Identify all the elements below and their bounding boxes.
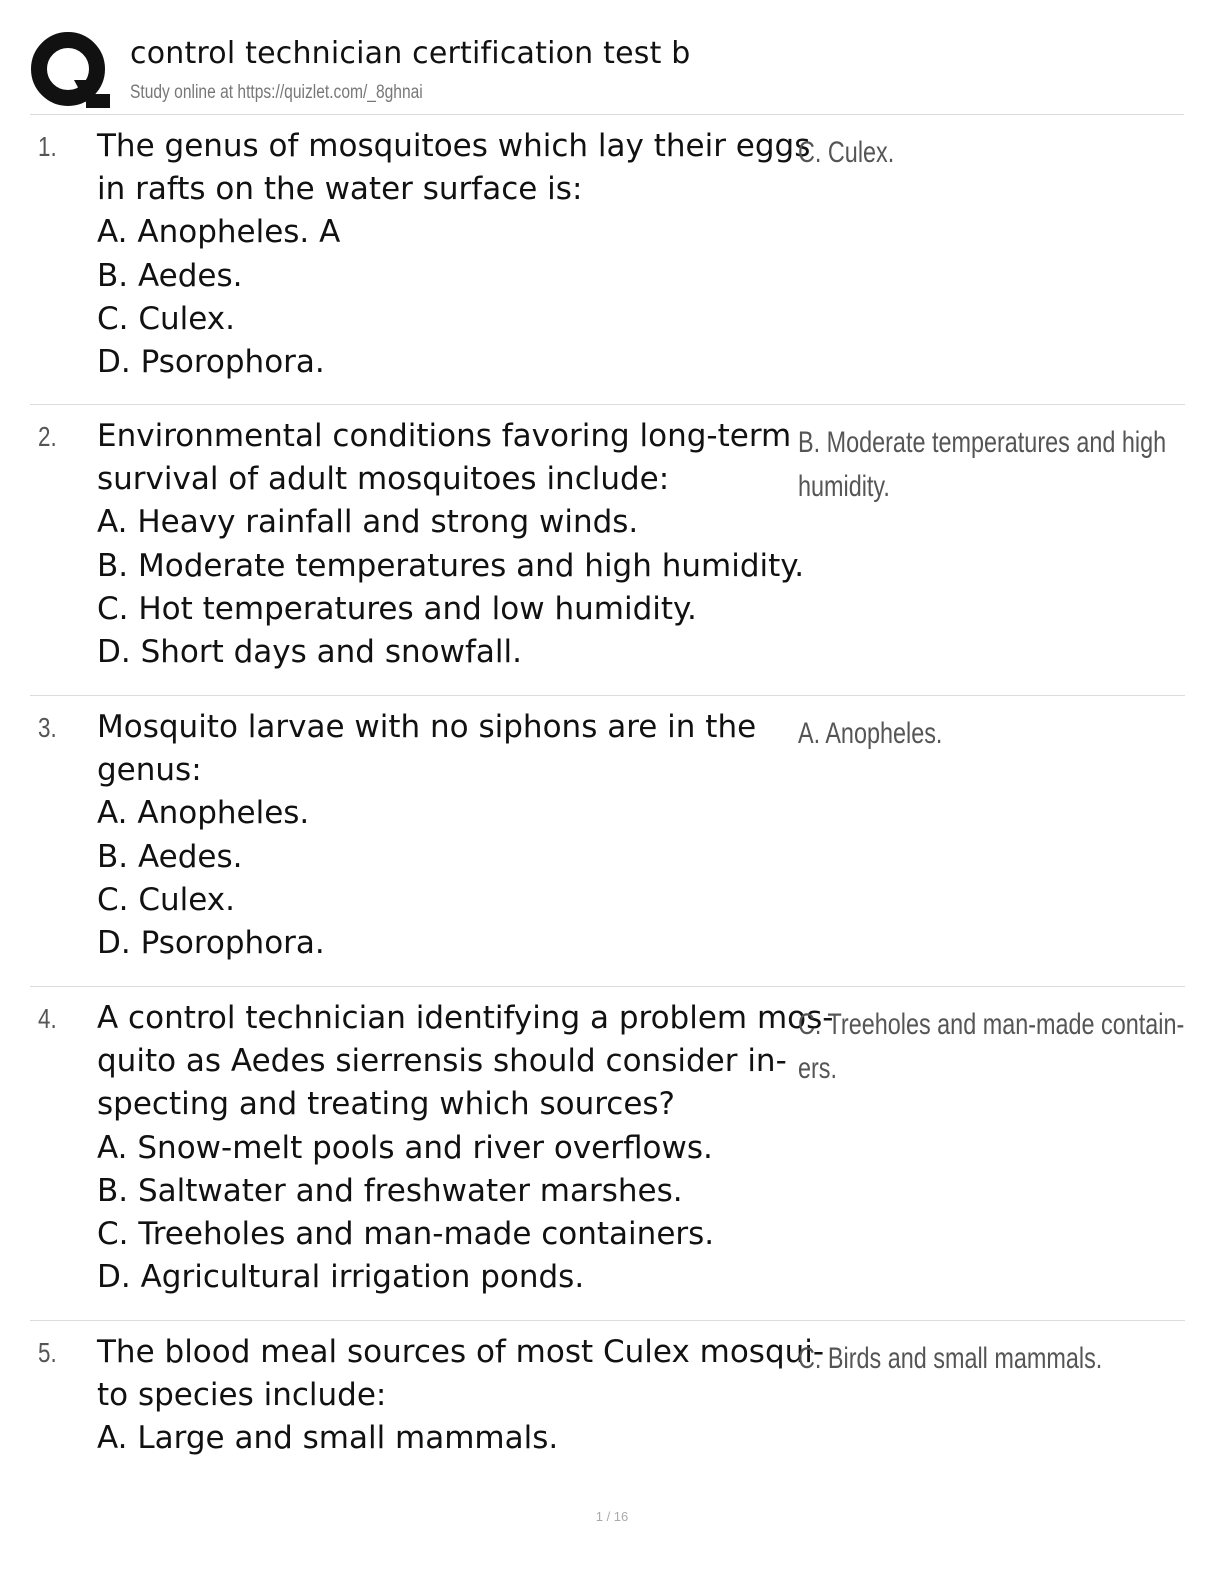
answer-text <box>798 131 1165 175</box>
question-option: A. Anopheles. A <box>97 214 341 251</box>
question-option: C. Culex. <box>97 881 235 918</box>
answer-text <box>798 712 1165 756</box>
answer-line: A. Anopheles. <box>798 717 943 750</box>
question-line: survival of adult mosquitoes include: <box>97 461 670 498</box>
question-text <box>97 706 787 965</box>
question-line: Mosquito larvae with no siphons are in the <box>97 709 757 745</box>
question-line: quito as Aedes sierrensis should consider in- <box>97 1043 787 1080</box>
question-text <box>97 415 805 674</box>
document-header <box>30 28 1184 115</box>
question-option: C. Hot temperatures and low humidity. <box>97 590 697 627</box>
question-line: in rafts on the water surface is: <box>97 171 583 208</box>
question-item <box>30 987 1185 1321</box>
question-list <box>30 115 1185 1481</box>
question-line: Environmental conditions favoring long-term <box>97 418 792 454</box>
question-line: specting and treating which sources? <box>97 1086 676 1123</box>
question-option: D. Psorophora. <box>97 925 325 962</box>
page-number: 1 / 16 <box>595 1509 629 1524</box>
question-number: 3. <box>38 712 57 743</box>
question-line: The genus of mosquitoes which lay their eggs <box>97 128 811 164</box>
question-option: A. Large and small mammals. <box>97 1420 559 1457</box>
question-item <box>30 696 1185 987</box>
question-option: A. Heavy rainfall and strong winds. <box>97 504 639 541</box>
question-option: C. Treeholes and man-made containers. <box>97 1216 715 1253</box>
answer-text <box>798 1337 1165 1381</box>
question-number: 5. <box>38 1337 57 1368</box>
question-text <box>97 997 834 1299</box>
question-number: 1. <box>38 131 57 162</box>
quizlet-q-logo-icon <box>30 30 110 110</box>
question-option: D. Short days and snowfall. <box>97 634 522 671</box>
question-item <box>30 405 1185 696</box>
question-option: D. Psorophora. <box>97 344 325 381</box>
question-option: B. Moderate temperatures and high humidity. <box>97 547 805 584</box>
answer-line: C. Birds and small mammals. <box>798 1342 1103 1375</box>
question-number: 4. <box>38 1003 57 1034</box>
answer-line: C. Treeholes and man-made contain- <box>798 1008 1185 1041</box>
question-item <box>30 115 1185 405</box>
question-line: A control technician identifying a problem mos- <box>97 1000 834 1036</box>
question-option: D. Agricultural irrigation ponds. <box>97 1259 585 1296</box>
question-item <box>30 1321 1185 1481</box>
answer-line: ers. <box>798 1052 838 1085</box>
question-option: A. Anopheles. <box>97 795 310 832</box>
document-title: control technician certification test b <box>130 36 691 71</box>
question-option: B. Aedes. <box>97 838 243 875</box>
question-line: genus: <box>97 752 202 789</box>
question-number: 2. <box>38 421 57 452</box>
question-text <box>97 1331 825 1461</box>
question-line: The blood meal sources of most Culex mosqui- <box>97 1334 825 1370</box>
question-option: C. Culex. <box>97 300 235 337</box>
document-subtitle: Study online at https://quizlet.com/_8ghnai <box>130 82 423 103</box>
answer-line: B. Moderate temperatures and high <box>798 426 1167 459</box>
answer-line: humidity. <box>798 470 890 503</box>
question-option: B. Saltwater and freshwater marshes. <box>97 1172 683 1209</box>
answer-line: C. Culex. <box>798 136 895 169</box>
question-option: A. Snow-melt pools and river overflows. <box>97 1129 713 1166</box>
question-line: to species include: <box>97 1377 387 1414</box>
question-text <box>97 125 811 384</box>
question-option: B. Aedes. <box>97 257 243 294</box>
answer-text <box>798 1003 1185 1091</box>
answer-text <box>798 421 1165 509</box>
